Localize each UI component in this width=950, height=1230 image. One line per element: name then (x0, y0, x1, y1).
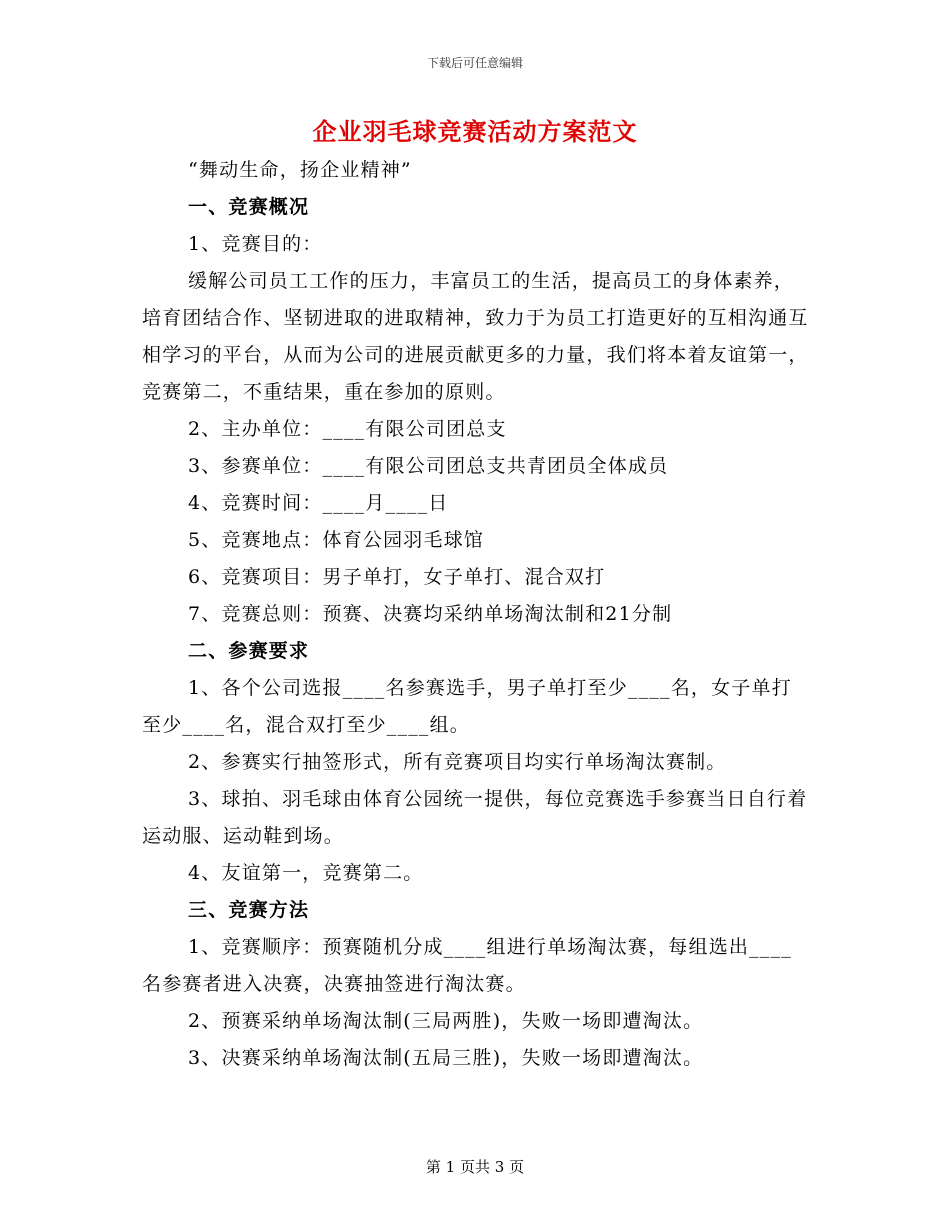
section3-heading: 三、竞赛方法 (188, 899, 310, 921)
slogan: “舞动生命，扬企业精神” (188, 159, 412, 181)
section3-item3: 3、决赛采纳单场淘汰制(五局三胜)，失败一场即遭淘汰。 (188, 1047, 704, 1069)
section1-item1-label: 1、竞赛目的： (188, 233, 323, 255)
section1-item2: 2、主办单位：____有限公司团总支 (188, 418, 507, 440)
section1-item7: 7、竞赛总则：预赛、决赛均采纳单场淘汰制和21分制 (188, 603, 673, 625)
section3-item2: 2、预赛采纳单场淘汰制(三局两胜)，失败一场即遭淘汰。 (188, 1010, 704, 1032)
section1-item3: 3、参赛单位：____有限公司团总支共青团员全体成员 (188, 455, 669, 477)
section1-item5: 5、竞赛地点：体育公园羽毛球馆 (188, 529, 485, 551)
header-note: 下载后可任意编辑 (426, 56, 523, 70)
section1-item4: 4、竞赛时间：____月____日 (188, 492, 449, 514)
section2-heading: 二、参赛要求 (188, 640, 310, 662)
section1-heading: 一、竞赛概况 (188, 196, 310, 218)
section2-item3: 3、球拍、羽毛球由体育公园统一提供，每位竞赛选手参赛当日自行着运动服、运动鞋到场。 (142, 788, 808, 847)
document-title: 企业羽毛球竞赛活动方案范文 (312, 117, 638, 146)
document-body (142, 152, 810, 1077)
section3-item1: 1、竞赛顺序：预赛随机分成____组进行单场淘汰赛，每组选出____名参赛者进入决赛，决赛抽签进行淘汰赛。 (142, 936, 792, 995)
section2-item1: 1、各个公司选报____名参赛选手，男子单打至少____名，女子单打至少____名，混合双打至少____组。 (142, 677, 792, 736)
section1-item6: 6、竞赛项目：男子单打，女子单打、混合双打 (188, 566, 606, 588)
section1-item1-text: 缓解公司员工工作的压力，丰富员工的生活，提高员工的身体素养，培育团结合作、坚韧进取的进取精神，致力于为员工打造更好的互相沟通互相学习的平台，从而为公司的进展贡献更多的力量，我们将本着友谊第一，竞赛第二，不重结果，重在参加的原则。 (142, 270, 809, 403)
section2-item4: 4、友谊第一，竞赛第二。 (188, 862, 424, 884)
page-footer: 第 1 页共 3 页 (425, 1158, 525, 1176)
section2-item2: 2、参赛实行抽签形式，所有竞赛项目均实行单场淘汰赛制。 (188, 751, 727, 773)
